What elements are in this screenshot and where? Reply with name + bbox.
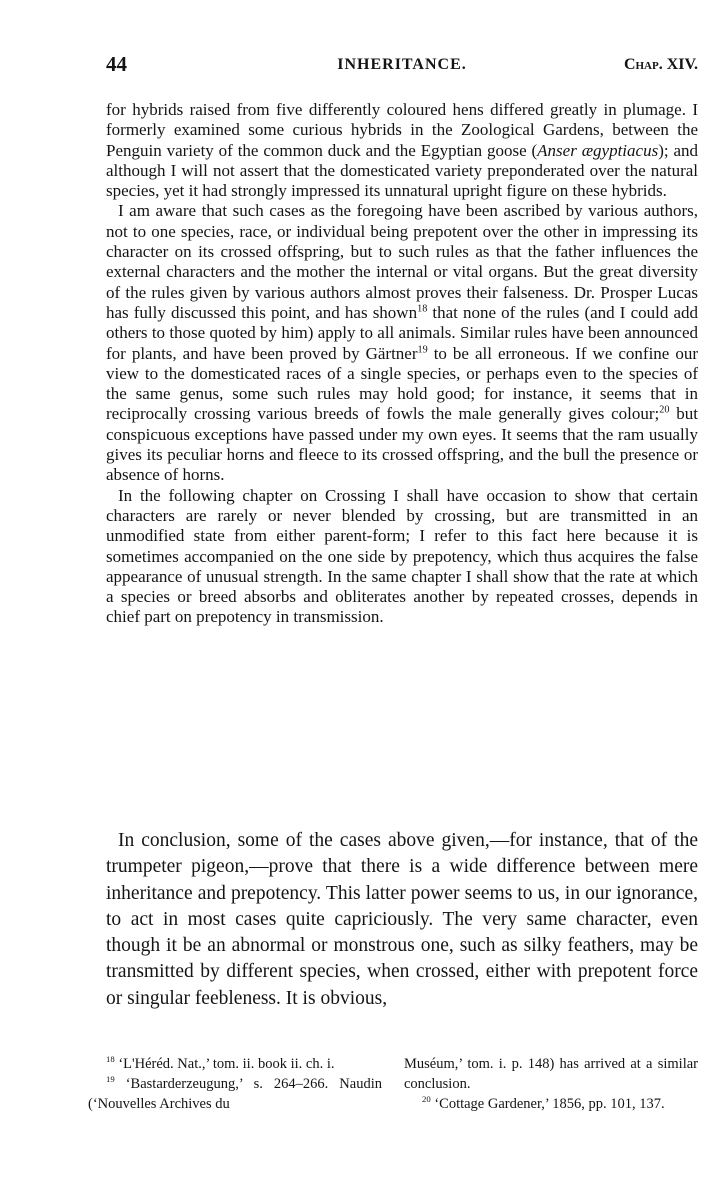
footnote <box>404 1054 698 1094</box>
body-text <box>106 100 698 628</box>
footnote-text: ‘Bastarderzeugung,’ s. 264–266. Naudin (‘Nouvelles Archives du <box>88 1076 382 1112</box>
footnote <box>88 1054 382 1074</box>
body-paragraph <box>106 100 698 201</box>
conclusion-section <box>106 828 698 1012</box>
footnote-number: 19 <box>106 1074 115 1085</box>
text-run: ); and although I will not assert that the domesticated variety preponderated over the natural species, yet it had strongly impressed its unnatural upright figure on these hybrids. <box>106 140 698 201</box>
text-run: In the following chapter on Crossing I shall have occasion to show that certain characters are rarely or never blended by crossing, but are transmitted in an unmodified state from either parent-form; I refer to this fact here because it is sometimes accompanied on the one side by prepotency, which thus acquires the false appearance of unusual strength. In the same chapter I shall show that the rate at which a species or breed absorbs and obliterates another by repeated crosses, depends in chief part on prepotency in transmission. <box>106 485 698 627</box>
body-paragraph <box>106 486 698 628</box>
footnote-marker: 20 <box>659 404 670 416</box>
conclusion-paragraph: In conclusion, some of the cases above given,—for instance, that of the trumpeter pigeon,—prove that there is a wide difference between mere inheritance and prepotency. This latter power seems to us, in our ignorance, to act in most cases quite capriciously. The very same character, even though it be an abnormal or monstrous one, such as silky feathers, may be transmitted by different species, when crossed, either with prepotent force or singular feebleness. It is obvious, <box>106 830 698 1009</box>
footnote-text: ‘Cottage Gardener,’ 1856, pp. 101, 137. <box>430 1096 665 1112</box>
footnote <box>88 1074 382 1114</box>
footnotes-left-column <box>88 1054 382 1114</box>
footnote-text: ‘L'Héréd. Nat.,’ tom. ii. book ii. ch. i. <box>114 1056 335 1072</box>
footnote-number: 20 <box>422 1094 431 1105</box>
text-run: that none of the rules (and I could add others to those quoted by him) apply to all animals. Similar rules have been announced for plants, and have been proved by Gärtner <box>106 302 698 363</box>
text-run: to be all erroneous. If we confine our view to the domesticated races of a single species, or perhaps even to the species of the same genus, some such rules may hold good; for instance, it seems that in reciprocally crossing various breeds of fowls the male generally gives colour; <box>106 343 698 424</box>
running-title: INHERITANCE. <box>337 56 467 73</box>
footnote-number: 18 <box>106 1054 115 1065</box>
running-header <box>106 52 698 82</box>
text-run: for hybrids raised from five differently coloured hens differed greatly in plumage. I formerly examined some curious hybrids in the Zoological Gardens, between the Penguin variety of the common duck and the Egyptian goose ( <box>106 100 698 160</box>
footnotes-right-column <box>404 1054 698 1114</box>
page-number: 44 <box>106 52 127 76</box>
text-run: but conspicuous exceptions have passed under my own eyes. It seems that the ram usually gives its peculiar horns and fleece to its crossed offspring, and the bull the presence or absence of horns. <box>106 404 698 485</box>
footnote-marker: 19 <box>417 343 428 355</box>
footnote-marker: 18 <box>417 303 428 315</box>
footnotes <box>88 1054 698 1114</box>
body-paragraph <box>106 201 698 485</box>
footnote <box>404 1094 698 1114</box>
chapter-label: Chap. XIV. <box>623 56 698 73</box>
text-run: I am aware that such cases as the foregoing have been ascribed by various authors, not to one species, race, or individual being prepotent over the other in impressing its character on its crossed offspring, but to such rules as that the father influences the external characters and the mother the internal or vital organs. But the great diversity of the rules given by various authors almost proves their falseness. Dr. Prosper Lucas has fully discussed this point, and has shown <box>106 201 698 322</box>
italic-term: Anser ægyptiacus <box>537 140 659 160</box>
footnote-text: Muséum,’ tom. i. p. 148) has arrived at a similar conclusion. <box>404 1056 698 1092</box>
